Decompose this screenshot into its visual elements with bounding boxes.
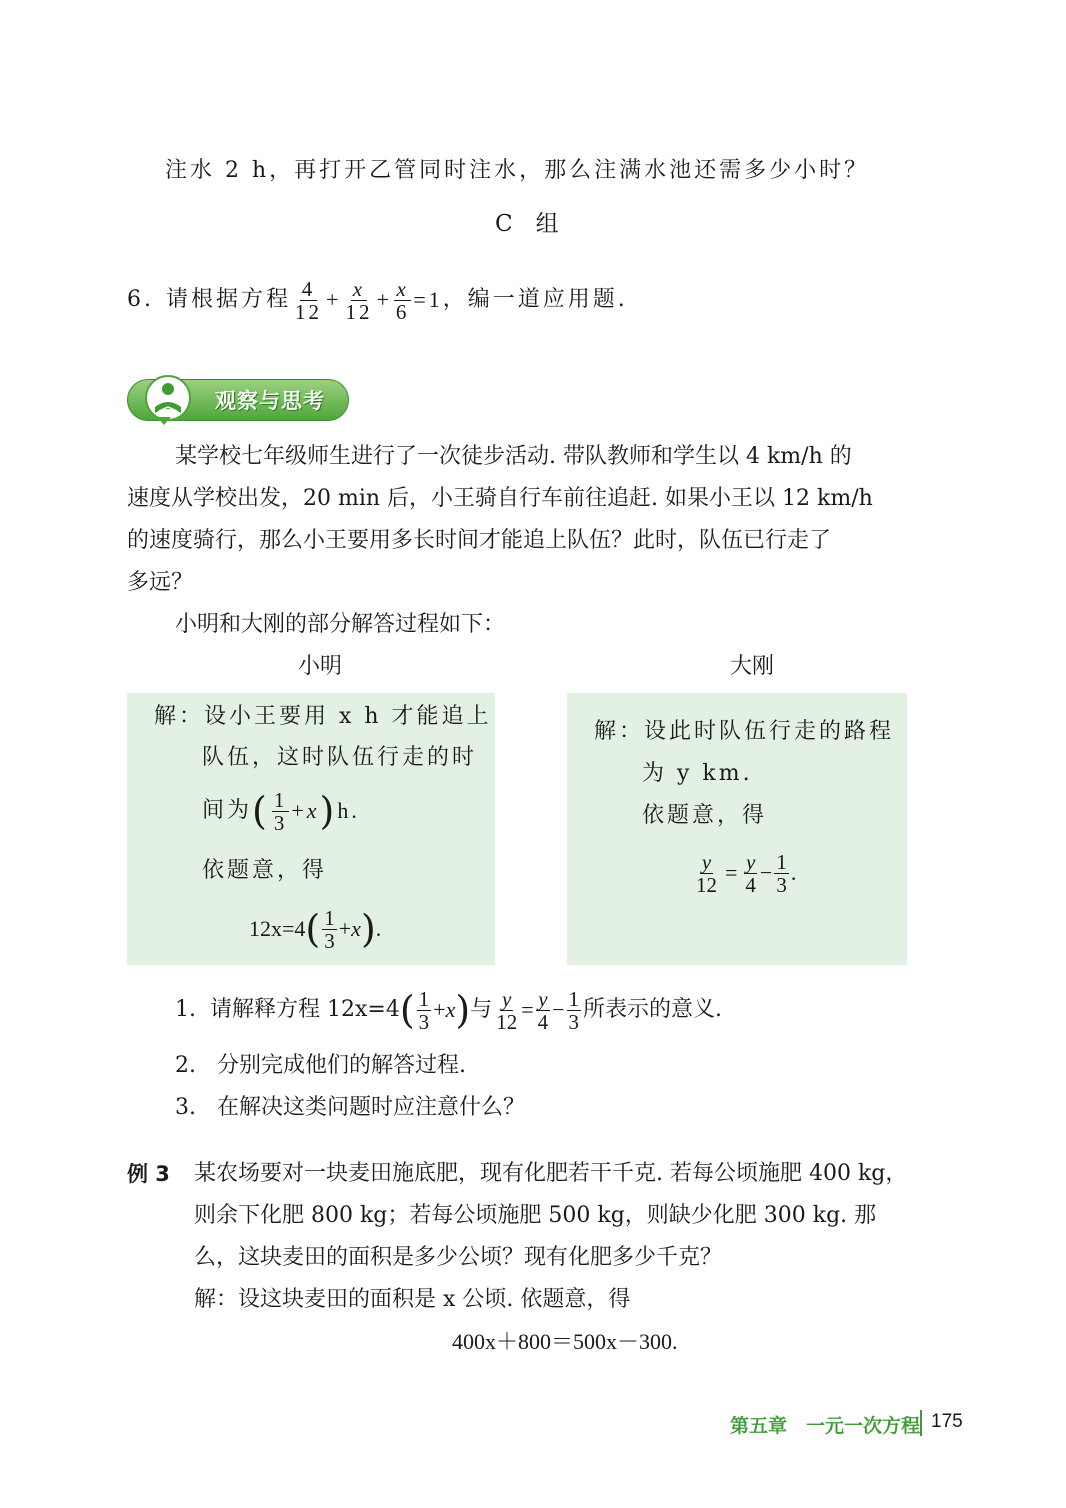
left-paren: ( [252,789,270,833]
example-line-3: 么，这块麦田的面积是多少公顷？现有化肥多少千克？ [194,1245,723,1270]
question-2 [175,1052,466,1080]
problem-line-1: 某学校七年级师生进行了一次徒步活动. 带队教师和学生以 4 km/h 的 [175,444,852,469]
question-text: 分别完成他们的解答过程. [217,1053,466,1078]
dagang-name: 大刚 [730,654,775,679]
example-equation: 400x＋800＝500x－300. [452,1329,678,1354]
example-line-1: 某农场要对一块麦田施底肥，现有化肥若干千克. 若每公顷施肥 400 kg， [194,1161,908,1186]
fraction-one-third: $\frac{1}{3}$ [568,986,580,1034]
solutions-intro: 小明和大刚的部分解答过程如下： [175,612,506,637]
dagang-line-2: 为 y km. [642,761,753,786]
problem-line-4: 多远？ [127,570,194,595]
question-number: 6. [127,287,154,312]
problem-line-2: 速度从学校出发，20 min 后，小王骑自行车前往追赶. 如果小王以 12 km/h [127,486,873,511]
example-label: 例 3 [127,1162,170,1186]
minus-sign: − [552,997,565,1022]
footer-divider [920,1410,922,1436]
page-number: 175 [931,1411,963,1432]
plus-sign: + [338,916,352,941]
period: . [375,916,382,941]
plus-sign: + [326,287,342,312]
fraction: $\frac{x}{6}$ [395,276,410,324]
right-paren: ) [360,907,376,951]
left-paren: ( [305,907,321,951]
unit-hours: h. [337,798,360,823]
problem-line-3: 的速度骑行，那么小王要用多长时间才能追上队伍？此时，队伍已行走了 [127,528,832,553]
question-suffix: ，编一道应用题. [442,287,628,312]
equation-left: 12x=4 [249,916,306,941]
exercise-continuation: 注水 2 h，再打开乙管同时注水，那么注满水池还需多少小时？ [165,158,870,183]
fraction: $\frac{x}{12}$ [345,276,373,324]
badge-label: 观察与思考 [215,389,325,413]
xiaoming-line-4: 依题意，得 [202,858,328,883]
xiaoming-line-3 [202,787,360,835]
question-suffix: 所表示的意义. [583,997,723,1022]
fraction-one-third: $\frac{1}{3}$ [776,849,787,897]
question-text: 在解决这类问题时应注意什么？ [217,1095,526,1120]
dagang-line-3: 依题意，得 [642,803,768,828]
plus-sign: + [433,997,446,1022]
chapter-title: 第五章 一元一次方程 [730,1416,921,1437]
question-prefix: 请解释方程 12x=4 [210,997,400,1022]
example-line-2: 则余下化肥 800 kg；若每公顷施肥 500 kg，则缺少化肥 300 kg. 那 [194,1203,877,1228]
variable-x: x [351,916,361,941]
fraction-y-over-4: $\frac{y}{4}$ [745,849,756,897]
badge-pointer [157,417,171,427]
plus-sign: + [291,798,307,823]
equals-one: =1 [413,287,443,312]
question-number: 3. [175,1095,196,1120]
example-solution: 解：设这块麦田的面积是 x 公顷. 依题意，得 [194,1287,631,1312]
plus-sign: + [376,287,392,312]
fraction: $\frac{4}{12}$ [295,276,323,324]
fraction-one-third: $\frac{1}{3}$ [324,905,335,953]
minus-sign: − [759,860,773,885]
time-label: 间为 [202,798,253,823]
right-paren: ) [455,988,471,1032]
fraction-one-third: $\frac{1}{3}$ [273,787,288,835]
dagang-solution-box [567,693,907,965]
question-1 [175,985,722,1035]
xiaoming-solution-box [127,693,495,965]
question-3 [175,1094,525,1122]
conjunction: 与 [470,997,493,1022]
fraction-y-over-12: $\frac{y}{12}$ [496,986,518,1034]
xiaoming-line-1: 解：设小王要用 x h 才能追上 [154,704,492,729]
xiaoming-equation [249,905,381,953]
variable-x: x [306,798,320,823]
fraction-y-over-4: $\frac{y}{4}$ [537,986,549,1034]
group-title: C 组 [495,211,559,237]
fraction-one-third: $\frac{1}{3}$ [418,986,430,1034]
dagang-equation [692,848,796,898]
question-prefix: 请根据方程 [166,287,292,312]
question-number: 1. [175,997,196,1022]
observe-think-badge [127,375,349,423]
variable-x: x [445,997,456,1022]
xiaoming-line-2: 队伍，这时队伍行走的时 [202,745,478,770]
period: . [790,860,797,885]
question-6 [127,278,628,322]
dagang-line-1: 解：设此时队伍行走的路程 [594,719,895,744]
xiaoming-name: 小明 [298,654,343,679]
left-paren: ( [399,988,415,1032]
equals-sign: = [521,997,534,1022]
person-reading-icon [145,375,191,421]
right-paren: ) [319,789,338,833]
fraction-y-over-12: $\frac{y}{12}$ [696,849,717,897]
question-number: 2. [175,1053,196,1078]
equals-sign: = [725,860,738,885]
